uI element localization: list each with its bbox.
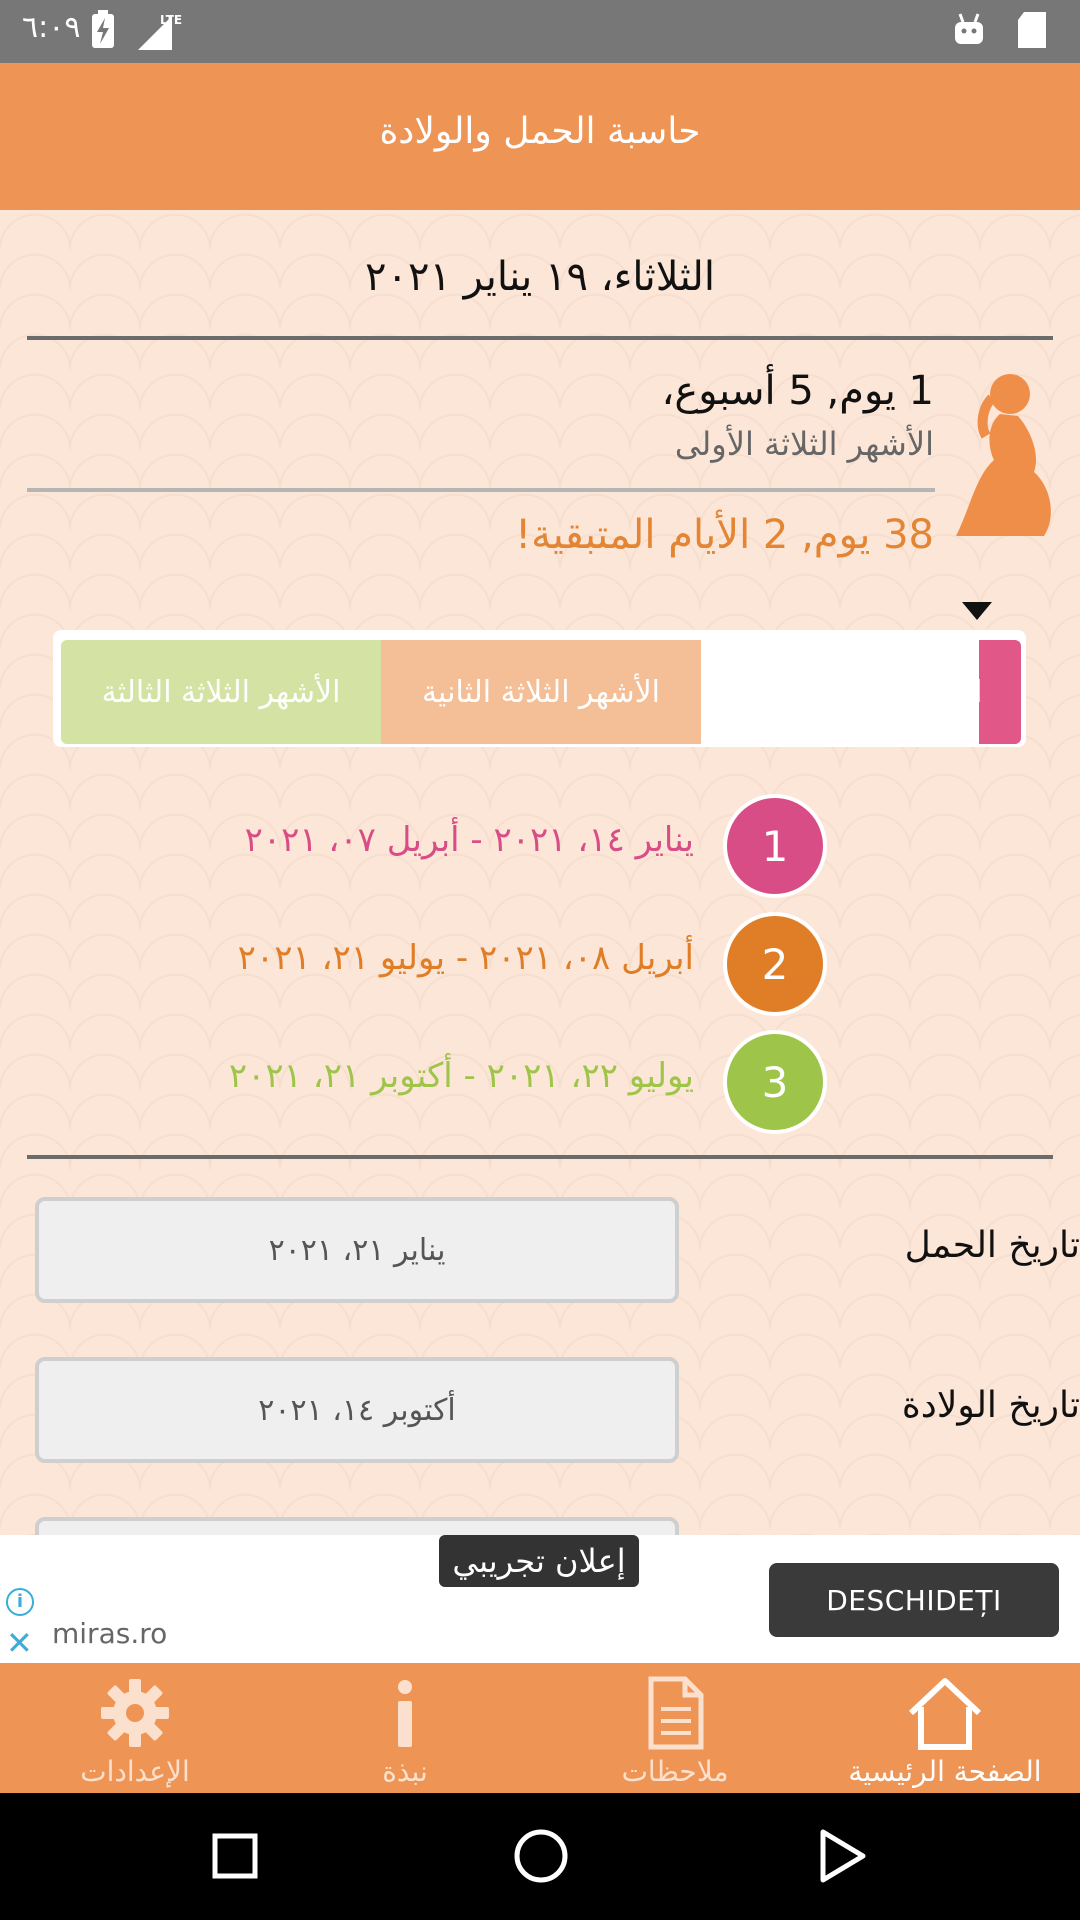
trimester-3-badge: 3 <box>723 1030 827 1134</box>
ad-open-button[interactable]: DESCHIDEȚI <box>769 1563 1059 1637</box>
current-date: الثلاثاء، ١٩ يناير ٢٠٢١ <box>365 254 715 300</box>
back-icon[interactable] <box>818 1828 868 1884</box>
info-icon <box>365 1673 445 1753</box>
recent-apps-icon[interactable] <box>212 1833 258 1879</box>
nav-settings[interactable] <box>0 1663 270 1793</box>
main-content[interactable] <box>0 210 1080 1535</box>
sd-card-icon <box>1016 10 1048 50</box>
current-position-marker-icon <box>962 602 992 620</box>
ad-label: إعلان تجريبي <box>439 1535 639 1587</box>
pregnant-woman-icon <box>948 368 1052 538</box>
divider <box>27 488 935 492</box>
close-icon[interactable]: ✕ <box>6 1624 33 1662</box>
trimester-3-segment[interactable]: الأشهر الثلاثة الثالثة <box>61 640 381 744</box>
trimester-2-dates: أبريل ٠٨، ٢٠٢١ - يوليو ٢١، ٢٠٢١ <box>237 938 694 978</box>
nav-settings-label: الإعدادات <box>80 1755 190 1788</box>
status-bar <box>0 0 1080 63</box>
trimester-2-range <box>0 912 1080 1012</box>
divider <box>27 1155 1053 1159</box>
current-trimester: الأشهر الثلاثة الأولى <box>674 425 934 463</box>
ad-banner[interactable] <box>0 1535 1080 1663</box>
conception-date-label: تاريخ الحمل <box>904 1225 1080 1266</box>
network-type: LTE <box>160 13 183 27</box>
app-bar <box>0 63 1080 210</box>
nav-home[interactable] <box>810 1663 1080 1793</box>
nav-notes-label: ملاحظات <box>621 1755 729 1788</box>
trimester-2-badge: 2 <box>723 912 827 1016</box>
trimester-1-dates: يناير ١٤، ٢٠٢١ - أبريل ٠٧، ٢٠٢١ <box>244 820 694 860</box>
ad-domain: miras.ro <box>52 1617 168 1650</box>
info-icon[interactable]: i <box>6 1588 34 1616</box>
due-date-field[interactable]: أكتوبر ١٤، ٢٠٢١ <box>35 1357 679 1463</box>
battery-charging-icon <box>90 10 116 50</box>
trimester-2-segment[interactable]: الأشهر الثلاثة الثانية <box>381 640 701 744</box>
nav-home-label: الصفحة الرئيسية <box>848 1755 1042 1788</box>
gear-icon <box>95 1673 175 1753</box>
trimester-3-range <box>0 1030 1080 1130</box>
trimester-bar <box>53 630 1026 747</box>
conception-date-field[interactable]: يناير ٢١، ٢٠٢١ <box>35 1197 679 1303</box>
home-circle-icon[interactable] <box>513 1828 569 1884</box>
bottom-nav <box>0 1663 1080 1793</box>
home-icon <box>905 1673 985 1753</box>
due-date-label: تاريخ الولادة <box>901 1385 1080 1426</box>
trimester-1-range <box>0 794 1080 894</box>
pregnancy-duration: 1 يوم, 5 أسبوع، <box>661 368 934 414</box>
system-nav-bar <box>0 1793 1080 1920</box>
days-remaining: 38 يوم, 2 الأيام المتبقية! <box>515 512 934 558</box>
nav-about[interactable] <box>270 1663 540 1793</box>
nav-about-label: نبذة <box>382 1755 428 1788</box>
status-time: ٦:٠٩ <box>22 10 81 45</box>
nav-notes[interactable] <box>540 1663 810 1793</box>
trimester-1-badge: 1 <box>723 794 827 898</box>
android-icon <box>952 10 986 48</box>
signal-icon <box>136 10 184 52</box>
divider <box>27 336 1053 340</box>
trimester-1-segment[interactable]: الأشهر الثلاثة الأولى <box>739 674 983 710</box>
document-icon <box>635 1673 715 1753</box>
trimester-3-dates: يوليو ٢٢، ٢٠٢١ - أكتوبر ٢١، ٢٠٢١ <box>228 1056 694 1096</box>
app-title: حاسبة الحمل والولادة <box>379 111 701 152</box>
